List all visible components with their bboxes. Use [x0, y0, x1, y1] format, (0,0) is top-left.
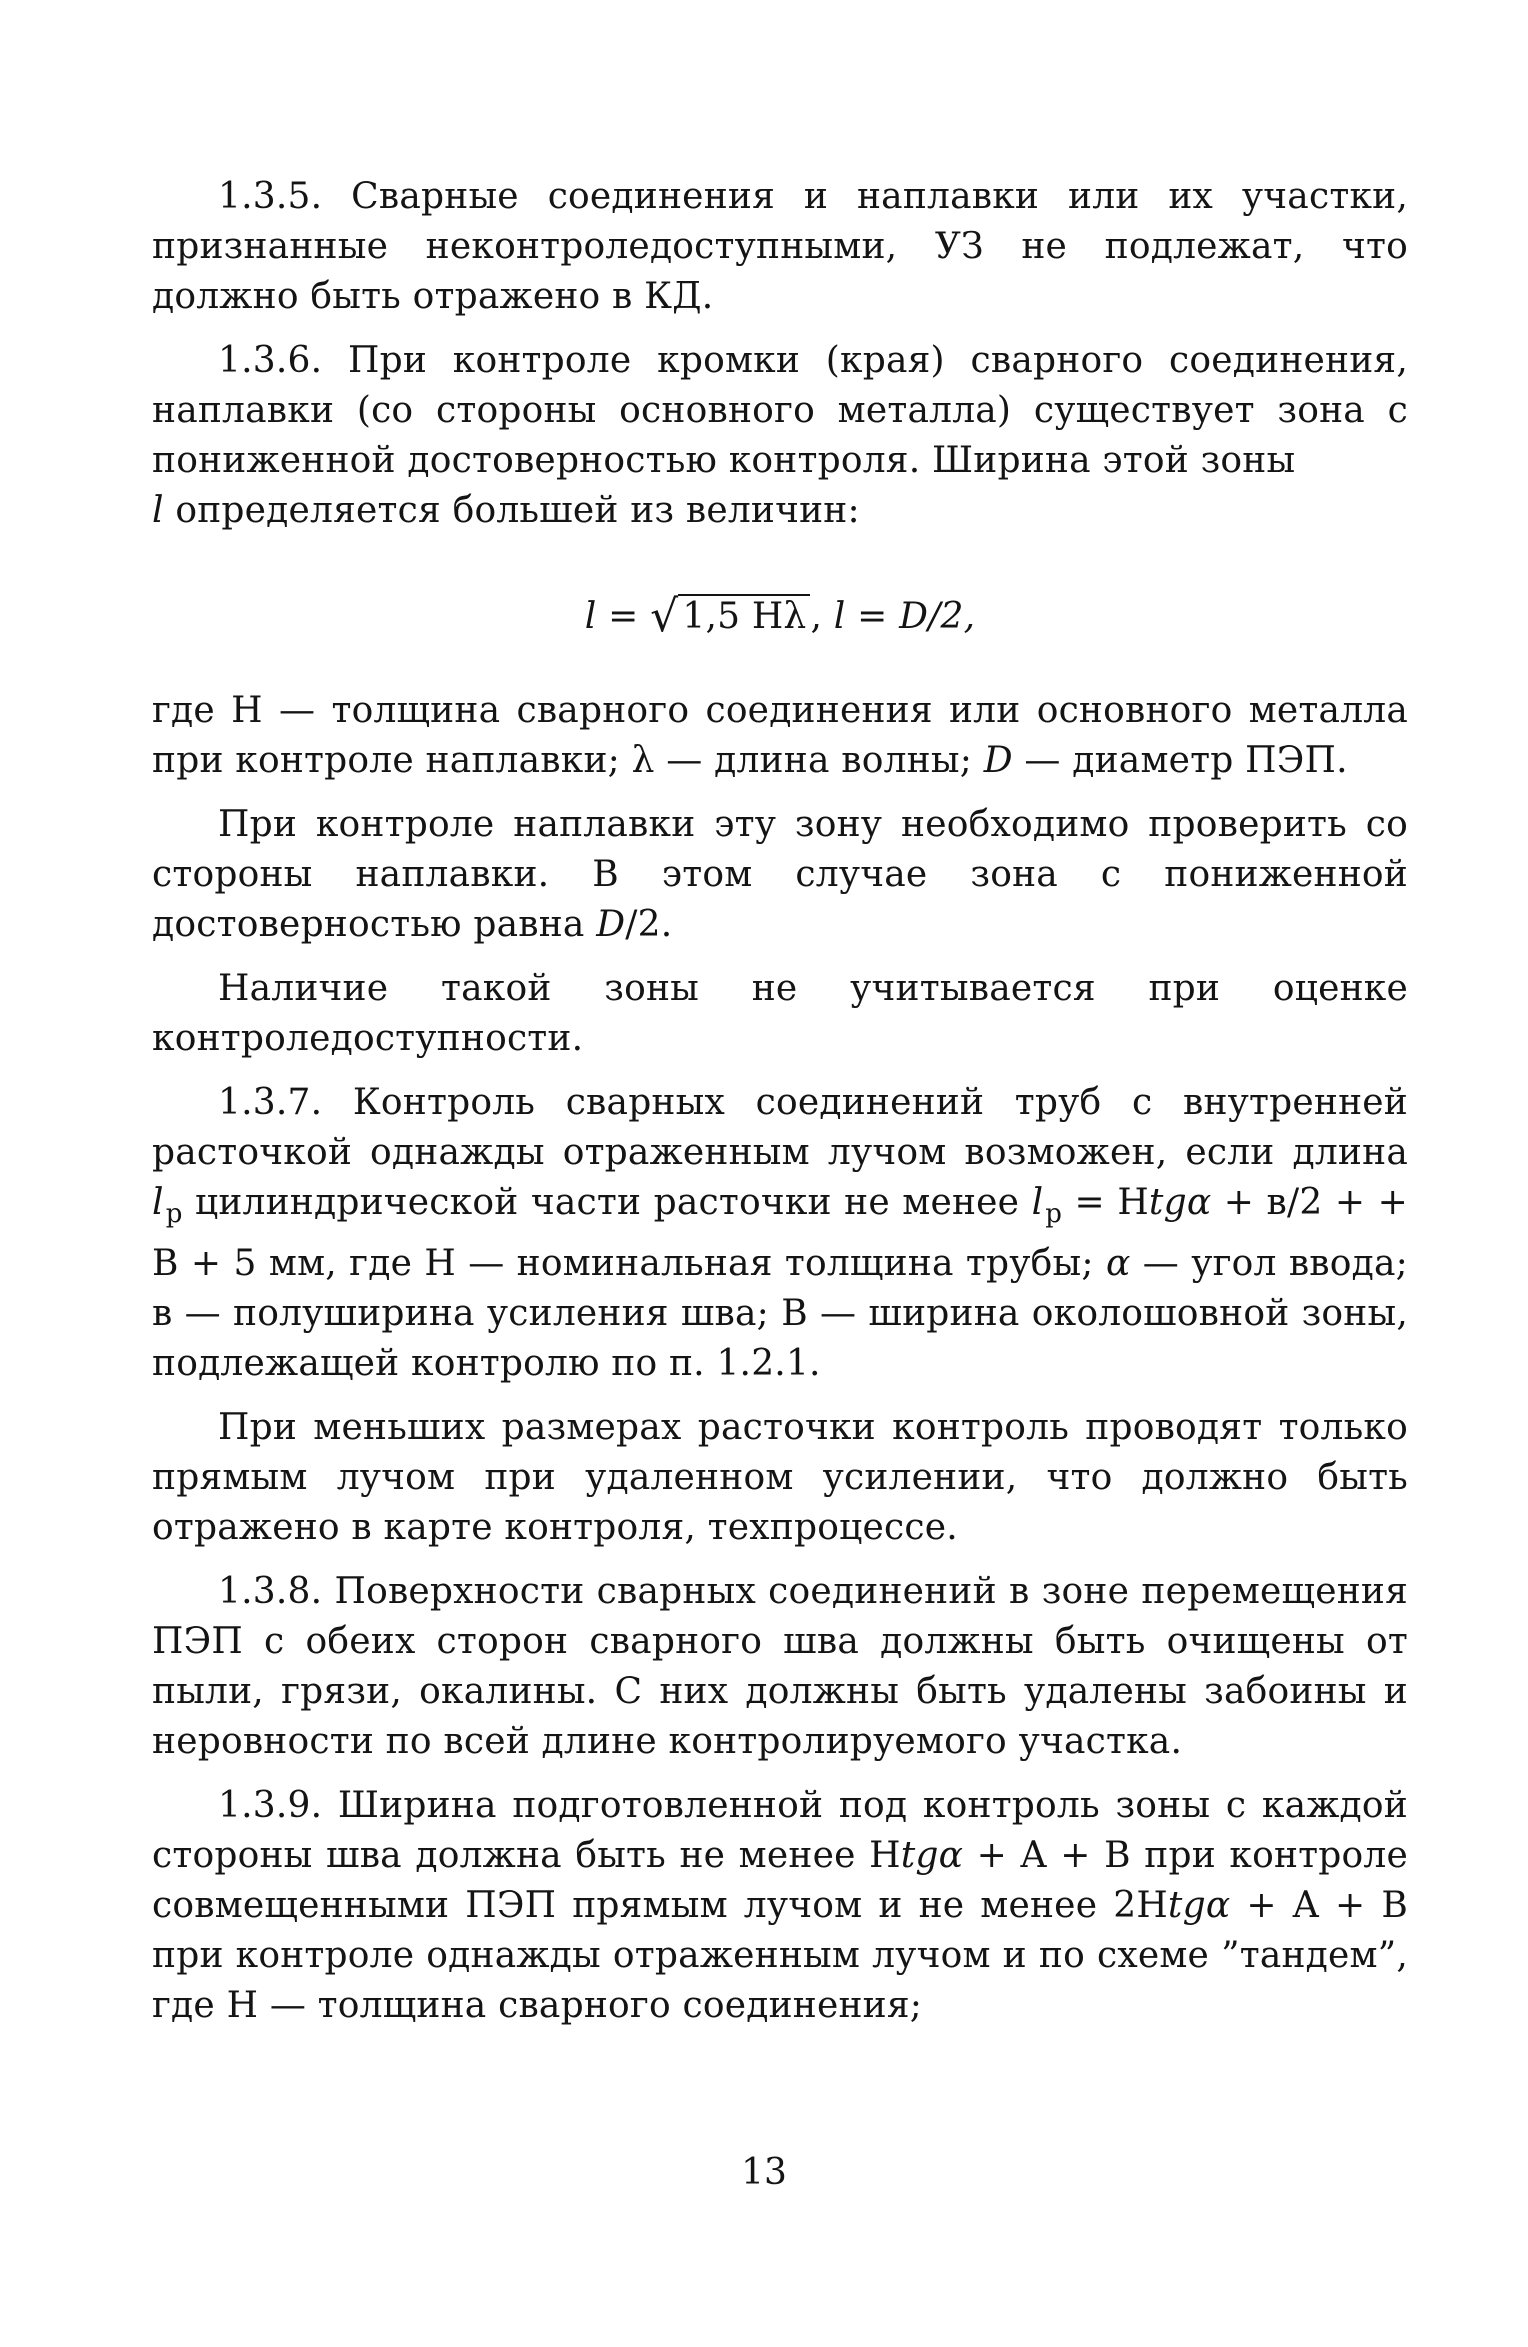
- paragraph-1-3-5: 1.3.5. Сварные соединения и наплавки или их участки, признанные неконтроледоступными, УЗ не подлежат, что должно быть отражено в КД.: [152, 176, 1408, 317]
- p137-alpha: α: [1105, 1243, 1131, 1284]
- formula-rhs: D/2,: [899, 596, 976, 637]
- paragraph-1-3-6-text: 1.3.6. При контроле кромки (края) сварного соединения, наплавки (со стороны основного металла) существует зона с пониженной достоверностью контроля. Ширина этой зоны: [152, 340, 1408, 481]
- paragraph-where: [152, 686, 1408, 786]
- p139-b: + A + B при контроле совмещенными ПЭП прямым лучом и не менее 2H: [152, 1835, 1408, 1926]
- formula-eq1: =: [596, 596, 651, 637]
- p137-c: = H: [1062, 1182, 1149, 1223]
- p137-a: 1.3.7. Контроль сварных соединений труб с внутренней расточкой однажды отраженным лучом возможен, если длина: [152, 1082, 1408, 1173]
- page-number: 13: [741, 2152, 787, 2193]
- formula-radicand: 1,5 Hλ: [678, 594, 810, 637]
- p137-lp2-sub: р: [1045, 1199, 1063, 1229]
- formula-eq2: =: [845, 596, 900, 637]
- p137-lp1: l: [152, 1182, 164, 1223]
- paragraph-smaller-boring: При меньших размерах расточки контроль проводят только прямым лучом при удаленном усилении, что должно быть отражено в карте контроля, техпроцессе.: [152, 1407, 1408, 1548]
- p137-d: + в/2 + + B + 5 мм, где H — номинальная толщина трубы;: [152, 1182, 1408, 1284]
- formula: [152, 592, 1408, 642]
- paragraph-zone-presence: Наличие такой зоны не учитывается при оценке контроледоступности.: [152, 968, 1408, 1059]
- paragraph-1-3-7: [152, 1078, 1408, 1389]
- sqrt-icon: √: [650, 591, 679, 642]
- p139-tga2: tgα: [1167, 1885, 1231, 1926]
- overlay-text-1: При контроле наплавки эту зону необходимо проверить со стороны наплавки. В этом случае зона с пониженной достоверностью равна: [152, 804, 1408, 945]
- p137-lp1-sub: р: [165, 1199, 183, 1229]
- paragraph-1-3-8: 1.3.8. Поверхности сварных соединений в зоне перемещения ПЭП с обеих сторон сварного шва должны быть очищены от пыли, грязи, окалины. С них должны быть удалены забоины и неровности по всей длине контролируемого участка.: [152, 1571, 1408, 1762]
- page-body: [152, 172, 1408, 2045]
- p139-c: + A + B при контроле однажды отраженным лучом и по схеме ”тандем”, где H — толщина сварного соединения;: [152, 1885, 1409, 2026]
- formula-sep: ,: [810, 596, 834, 637]
- p139-a: 1.3.9. Ширина подготовленной под контроль зоны с каждой стороны шва должна быть не менее H: [152, 1785, 1408, 1876]
- paragraph-1-3-6: [152, 336, 1408, 536]
- where-text-2: — диаметр ПЭП.: [1012, 740, 1348, 781]
- p137-b: цилиндрической части расточки не менее: [182, 1182, 1032, 1223]
- paragraph-1-3-6-tail: определяется большей из величин:: [163, 490, 860, 531]
- paragraph-1-3-9: [152, 1781, 1408, 2031]
- variable-l: l: [152, 490, 164, 531]
- formula-l1: l: [584, 596, 597, 637]
- p139-tga1: tgα: [900, 1835, 964, 1876]
- formula-l2: l: [833, 596, 846, 637]
- overlay-D: D: [596, 904, 626, 945]
- p137-lp2: l: [1031, 1182, 1044, 1223]
- overlay-text-2: /2.: [625, 904, 673, 945]
- p137-tga: tgα: [1148, 1182, 1212, 1223]
- where-D: D: [983, 740, 1013, 781]
- paragraph-overlay-zone: [152, 800, 1408, 950]
- p137-e: — угол ввода; в — полуширина усиления шва; B — ширина околошовной зоны, подлежащей контролю по п. 1.2.1.: [152, 1243, 1408, 1384]
- where-text-1: где H — толщина сварного соединения или основного металла при контроле наплавки; λ — длина волны;: [152, 690, 1408, 781]
